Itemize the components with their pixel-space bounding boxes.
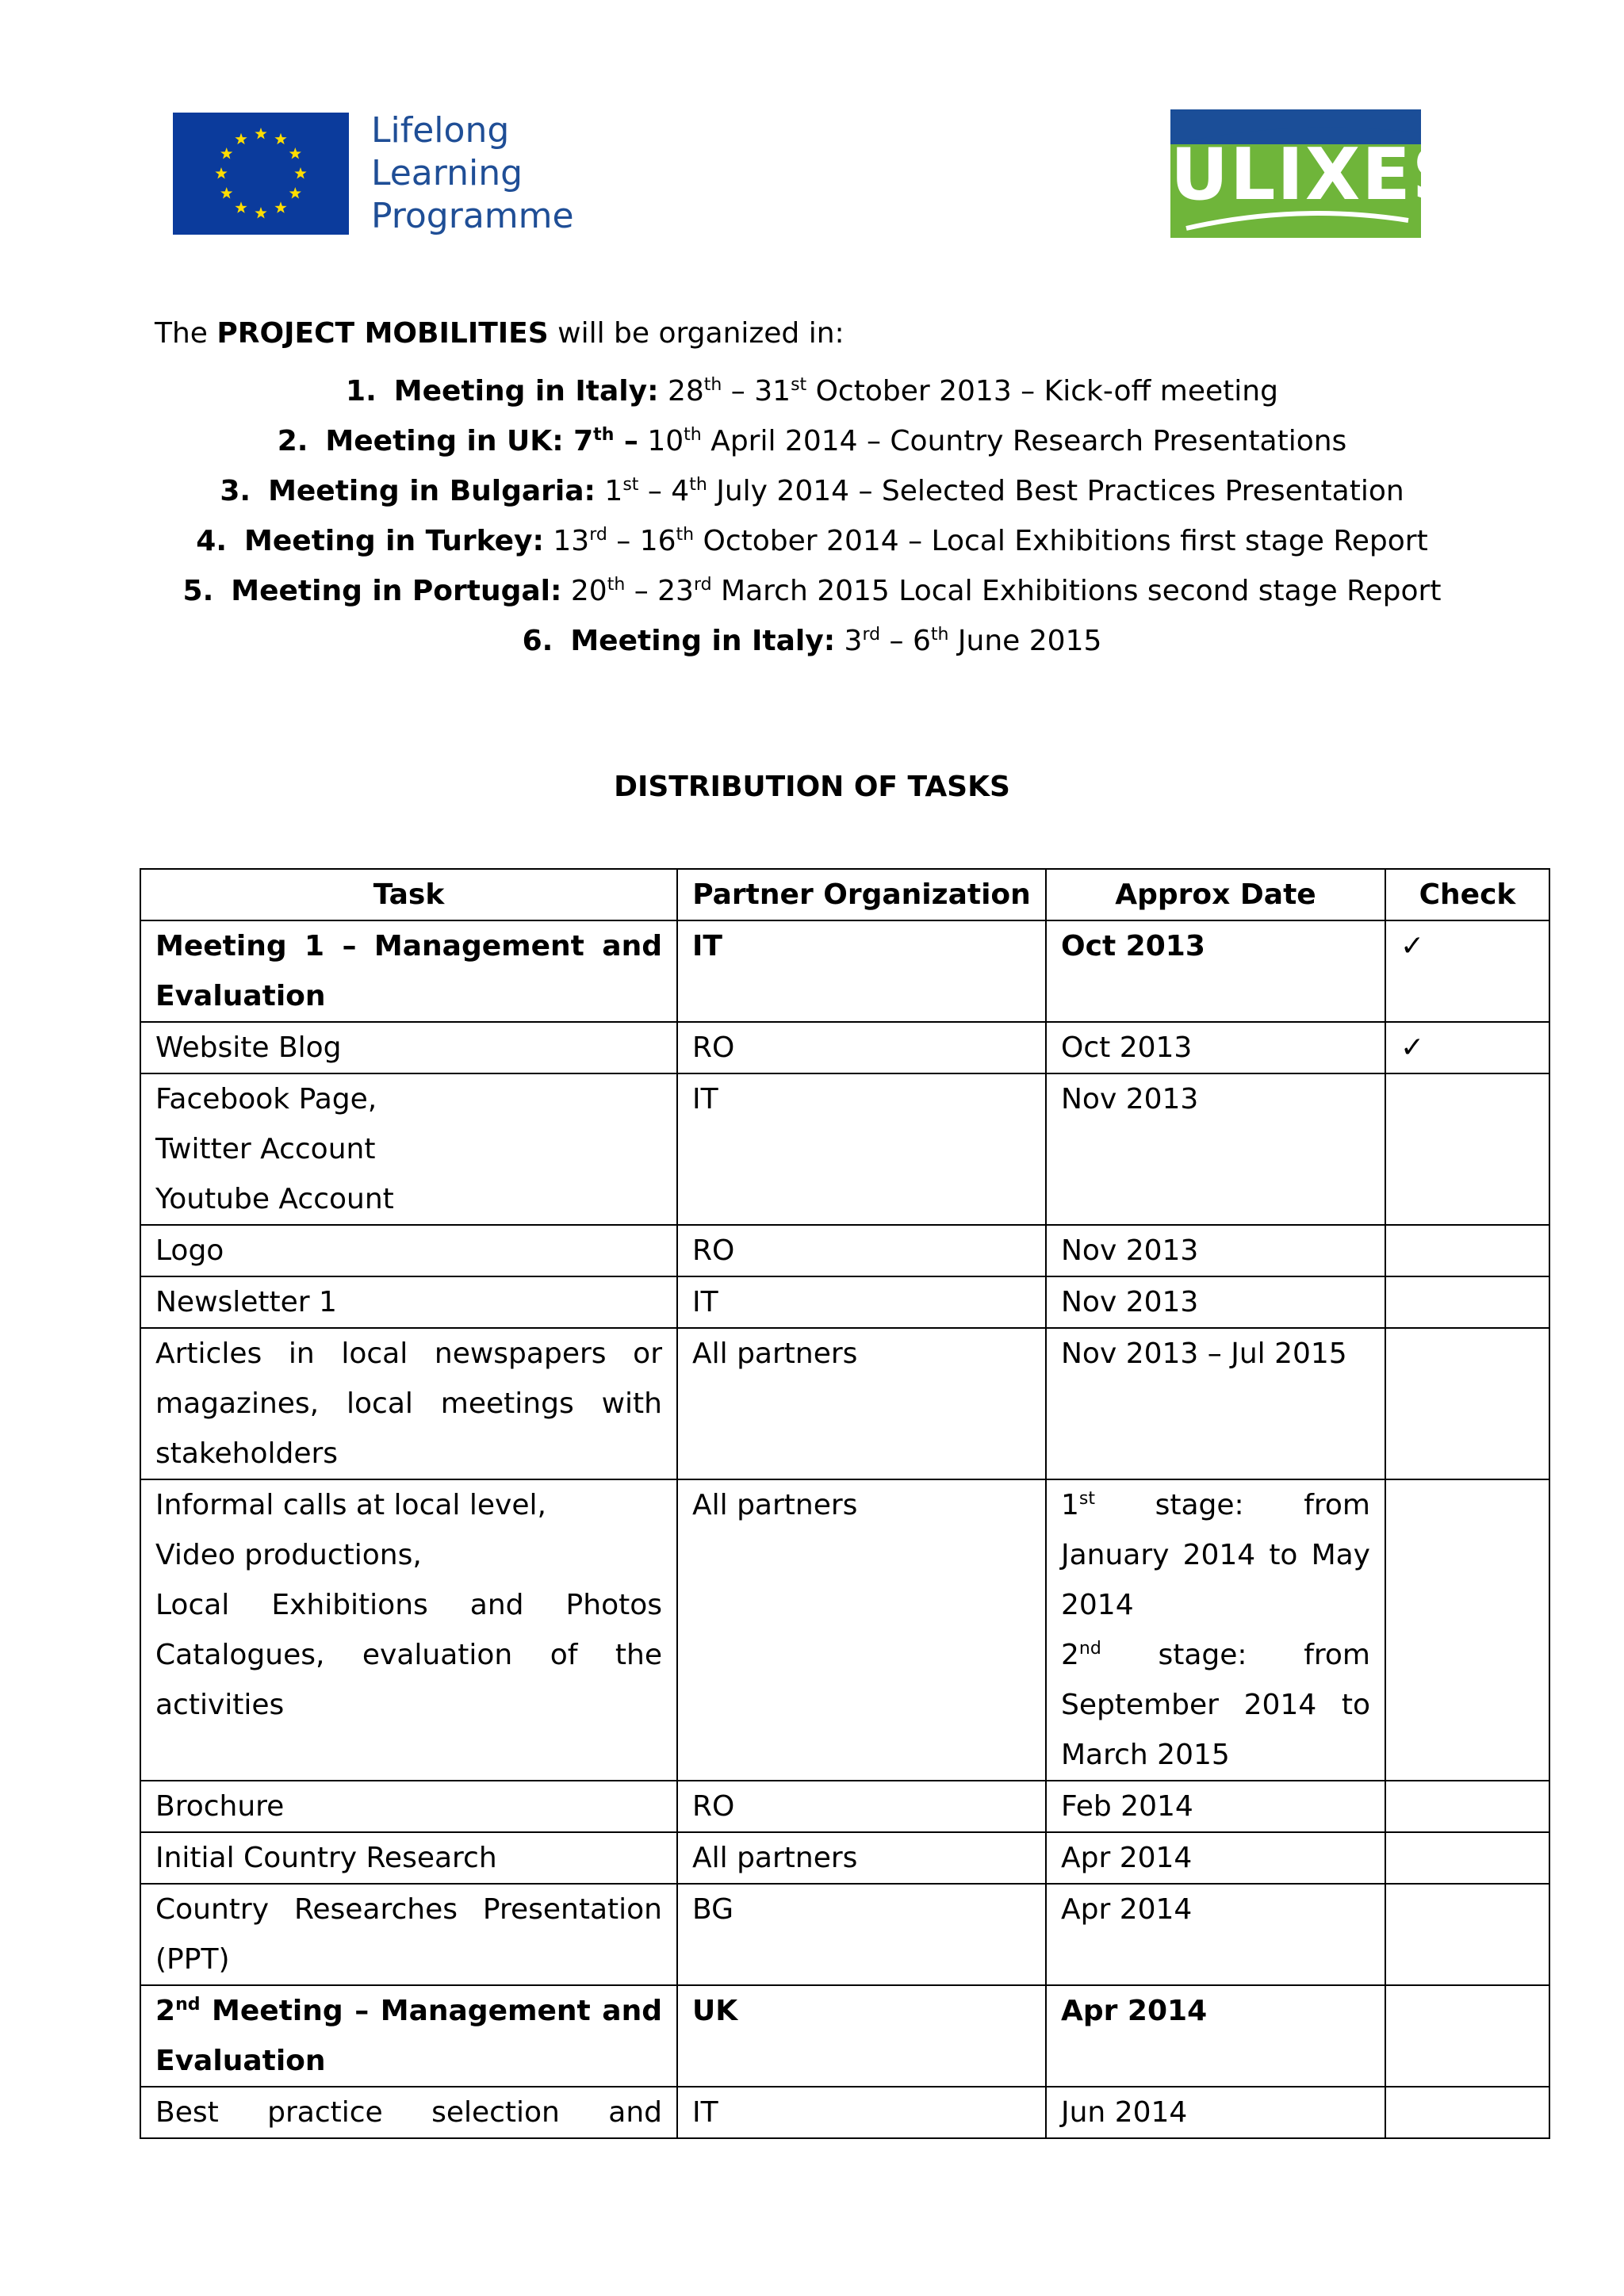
task-line: stakeholders	[155, 1437, 339, 1470]
task-text: Meeting – Management and	[200, 1995, 662, 2027]
check-cell	[1385, 1832, 1549, 1884]
ordinal-suffix: st	[1078, 1489, 1095, 1509]
mobility-date-start: 13	[543, 525, 590, 557]
date-cell: Jun 2014	[1046, 2087, 1385, 2138]
mobility-number: 5.	[182, 575, 214, 607]
task-line: (PPT)	[155, 1943, 230, 1976]
mobility-date-end: – 6	[880, 625, 931, 657]
date-stage-2-line-1	[1061, 1630, 1370, 1680]
task-cell	[140, 2087, 677, 2138]
task-line: Local Exhibitions and Photos	[155, 1589, 662, 1621]
partner-cell: IT	[677, 1073, 1046, 1225]
partner-cell: IT	[677, 920, 1046, 1022]
llp-logo-line-2: Learning	[371, 153, 523, 193]
task-line	[155, 1986, 662, 2036]
llp-logo-text	[371, 109, 574, 238]
eu-star-icon	[235, 133, 247, 144]
mobility-item-5	[0, 566, 1624, 616]
task-cell: Website Blog	[140, 1022, 677, 1073]
mobility-place: Meeting in Bulgaria:	[268, 475, 596, 507]
date-cell: Apr 2014	[1046, 1985, 1385, 2087]
ordinal-suffix: th	[930, 625, 949, 645]
partner-cell: IT	[677, 2087, 1046, 2138]
table-row	[140, 1884, 1549, 1985]
table-row	[140, 1328, 1549, 1479]
ordinal-suffix: th	[607, 575, 626, 595]
mobility-number: 1.	[346, 375, 377, 408]
task-cell	[140, 1328, 677, 1479]
eu-star-icon	[255, 128, 266, 139]
mobility-item-2	[0, 416, 1624, 466]
task-cell: Brochure	[140, 1781, 677, 1832]
partner-cell: UK	[677, 1985, 1046, 2087]
check-cell	[1385, 1781, 1549, 1832]
date-stage-1-line-3: 2014	[1061, 1589, 1134, 1621]
task-line: Catalogues, evaluation of the	[155, 1639, 662, 1671]
task-line: Articles in local newspapers or	[155, 1337, 662, 1370]
task-cell	[140, 920, 677, 1022]
mobility-number: 3.	[220, 475, 251, 507]
task-cell: Initial Country Research	[140, 1832, 677, 1884]
mobility-date-end: 10	[638, 425, 684, 457]
ordinal-suffix: th	[684, 425, 702, 445]
mobility-date-start: 3	[835, 625, 863, 657]
date-cell: Nov 2013 – Jul 2015	[1046, 1328, 1385, 1479]
date-cell: Nov 2013	[1046, 1276, 1385, 1328]
date-cell: Apr 2014	[1046, 1832, 1385, 1884]
lifelong-learning-programme-logo	[173, 109, 574, 238]
eu-star-icon	[235, 201, 247, 212]
task-line: Country Researches Presentation	[155, 1893, 662, 1926]
ordinal-suffix: nd	[1078, 1639, 1101, 1659]
mobility-date-start: 1	[595, 475, 623, 507]
mobility-date-start: 20	[561, 575, 607, 607]
llp-logo-line-1: Lifelong	[371, 110, 510, 151]
ulixes-logo	[1170, 109, 1465, 238]
ordinal-suffix: rd	[693, 575, 712, 595]
column-header-check: Check	[1385, 869, 1549, 920]
mobility-item-1	[0, 366, 1624, 416]
table-row	[140, 1985, 1549, 2087]
eu-star-icon	[215, 167, 227, 178]
date-cell: Nov 2013	[1046, 1073, 1385, 1225]
table-row	[140, 1276, 1549, 1328]
partner-cell: All partners	[677, 1832, 1046, 1884]
mobility-number: 6.	[522, 625, 553, 657]
intro-prefix: The	[155, 317, 217, 350]
mobility-item-3	[0, 466, 1624, 516]
check-cell	[1385, 1479, 1549, 1781]
check-cell	[1385, 1985, 1549, 2087]
table-row	[140, 1073, 1549, 1225]
eu-star-icon	[220, 187, 232, 198]
stage-number: 1	[1061, 1489, 1079, 1521]
check-mark-icon: ✓	[1400, 1031, 1425, 1064]
partner-cell: All partners	[677, 1328, 1046, 1479]
date-stage-2-line-2: September 2014 to	[1061, 1689, 1370, 1721]
intro-sentence	[155, 317, 845, 350]
mobility-description: April 2014 – Country Research Presentations	[701, 425, 1347, 457]
partner-cell: RO	[677, 1781, 1046, 1832]
column-header-date: Approx Date	[1046, 869, 1385, 920]
check-cell	[1385, 1276, 1549, 1328]
mobility-date-end: – 4	[638, 475, 690, 507]
mobility-item-6	[0, 616, 1624, 666]
task-line: Meeting 1 – Management and	[155, 930, 662, 962]
mobility-number: 4.	[196, 525, 228, 557]
check-mark-icon: ✓	[1400, 930, 1425, 962]
mobility-date-end: – 23	[625, 575, 694, 607]
date-cell: Oct 2013	[1046, 920, 1385, 1022]
ordinal-suffix: rd	[862, 625, 881, 645]
mobility-description: July 2014 – Selected Best Practices Presentation	[707, 475, 1404, 507]
date-cell: Apr 2014	[1046, 1884, 1385, 1985]
eu-star-icon	[274, 133, 286, 144]
mobility-description: June 2015	[948, 625, 1102, 657]
date-stage-1-line-1	[1061, 1480, 1370, 1530]
check-cell	[1385, 1022, 1549, 1073]
table-row	[140, 1781, 1549, 1832]
ordinal-suffix: th	[689, 475, 707, 495]
date-cell	[1046, 1479, 1385, 1781]
mobility-place: Meeting in UK: 7	[325, 425, 594, 457]
task-line: Evaluation	[155, 2045, 326, 2077]
mobility-place: Meeting in Portugal:	[231, 575, 562, 607]
stage-text: stage: from	[1095, 1489, 1370, 1521]
eu-star-icon	[289, 187, 301, 198]
check-cell	[1385, 1328, 1549, 1479]
check-cell	[1385, 1884, 1549, 1985]
partner-cell: IT	[677, 1276, 1046, 1328]
stage-number: 2	[1061, 1639, 1079, 1671]
ordinal-suffix: th	[593, 425, 615, 445]
task-cell: Logo	[140, 1225, 677, 1276]
intro-bold: PROJECT MOBILITIES	[216, 317, 549, 350]
eu-star-icon	[294, 167, 306, 178]
column-header-partner: Partner Organization	[677, 869, 1046, 920]
task-line: Facebook Page,	[155, 1083, 377, 1115]
ordinal-suffix: th	[676, 525, 695, 545]
table-row	[140, 1832, 1549, 1884]
eu-star-icon	[255, 207, 266, 218]
llp-logo-line-3: Programme	[371, 196, 574, 236]
date-cell: Nov 2013	[1046, 1225, 1385, 1276]
check-cell	[1385, 920, 1549, 1022]
task-line: activities	[155, 1689, 285, 1721]
task-cell	[140, 1479, 677, 1781]
table-row	[140, 920, 1549, 1022]
check-cell	[1385, 1073, 1549, 1225]
check-cell	[1385, 1225, 1549, 1276]
mobility-number: 2.	[277, 425, 308, 457]
tasks-table	[140, 868, 1550, 2139]
mobility-place: Meeting in Turkey:	[244, 525, 544, 557]
task-line: Best practice selection and	[155, 2096, 662, 2129]
task-line: magazines, local meetings with	[155, 1387, 662, 1420]
ordinal-suffix: nd	[175, 1995, 201, 2015]
mobility-item-4	[0, 516, 1624, 566]
table-row	[140, 1479, 1549, 1781]
table-header-row	[140, 869, 1549, 920]
mobility-description: October 2014 – Local Exhibitions first stage Report	[694, 525, 1428, 557]
mobilities-list	[0, 366, 1624, 666]
eu-star-icon	[289, 147, 301, 159]
ordinal-suffix: st	[791, 375, 807, 395]
task-line: Informal calls at local level,	[155, 1489, 546, 1521]
ulixes-wordmark: ULIXES	[1170, 133, 1465, 216]
table-row	[140, 1022, 1549, 1073]
task-line: Video productions,	[155, 1539, 422, 1571]
date-cell: Feb 2014	[1046, 1781, 1385, 1832]
mobility-date-end: – 16	[607, 525, 676, 557]
mobility-description: October 2013 – Kick-off meeting	[806, 375, 1278, 408]
task-cell: Newsletter 1	[140, 1276, 677, 1328]
stage-text: stage: from	[1101, 1639, 1370, 1671]
mobility-description: March 2015 Local Exhibitions second stage Report	[711, 575, 1442, 607]
partner-cell: BG	[677, 1884, 1046, 1985]
task-line: Evaluation	[155, 980, 326, 1012]
mobility-date-end: – 31	[722, 375, 791, 408]
date-stage-2-line-3: March 2015	[1061, 1739, 1230, 1771]
eu-flag-icon	[173, 113, 349, 235]
ordinal-suffix: th	[703, 375, 722, 395]
task-cell	[140, 1985, 677, 2087]
task-cell	[140, 1884, 677, 1985]
eu-star-icon	[220, 147, 232, 159]
task-line: Twitter Account	[155, 1133, 376, 1165]
eu-star-icon	[274, 201, 286, 212]
ordinal-suffix: rd	[589, 525, 607, 545]
mobility-place: Meeting in Italy:	[393, 375, 659, 408]
column-header-task: Task	[140, 869, 677, 920]
partner-cell: All partners	[677, 1479, 1046, 1781]
mobility-place: Meeting in Italy:	[570, 625, 836, 657]
partner-cell: RO	[677, 1225, 1046, 1276]
task-line: Youtube Account	[155, 1183, 394, 1215]
task-cell	[140, 1073, 677, 1225]
intro-suffix: will be organized in:	[548, 317, 845, 350]
partner-cell: RO	[677, 1022, 1046, 1073]
mobility-date-start: 28	[667, 375, 704, 408]
date-cell: Oct 2013	[1046, 1022, 1385, 1073]
date-stage-1-line-2: January 2014 to May	[1061, 1539, 1370, 1571]
table-row	[140, 2087, 1549, 2138]
mobility-dash: –	[614, 425, 638, 457]
meeting-number: 2	[155, 1995, 176, 2027]
check-cell	[1385, 2087, 1549, 2138]
table-row	[140, 1225, 1549, 1276]
ordinal-suffix: st	[622, 475, 639, 495]
section-title: DISTRIBUTION OF TASKS	[614, 771, 1010, 803]
